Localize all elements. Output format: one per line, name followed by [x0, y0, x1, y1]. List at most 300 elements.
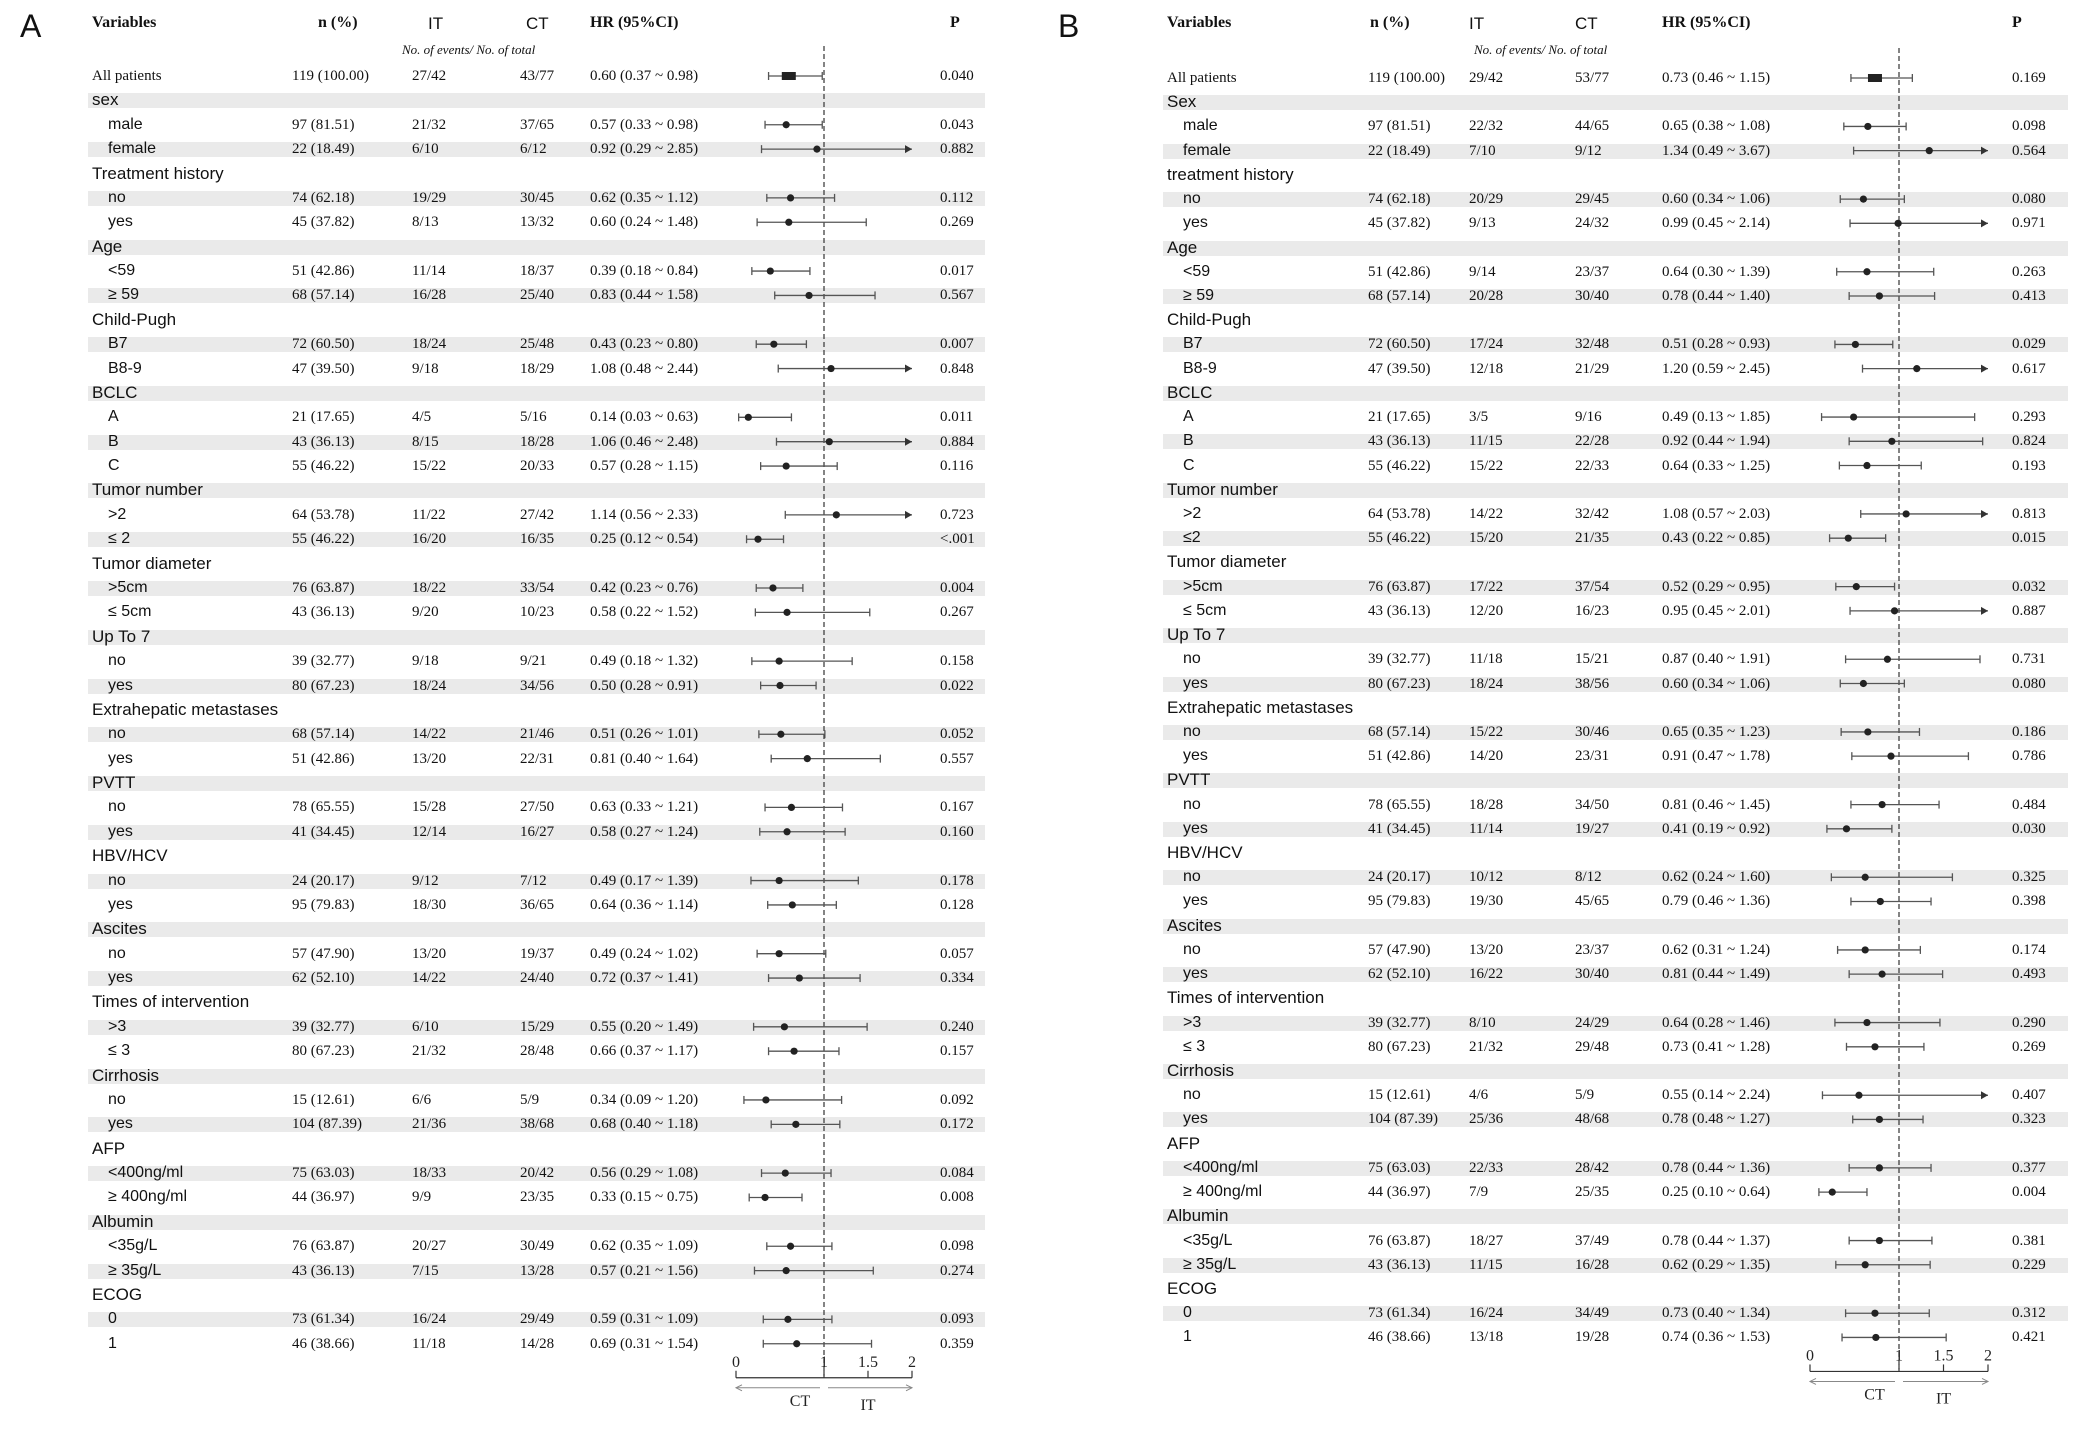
n-value: 51 (42.86) — [292, 750, 355, 767]
it-value: 16/28 — [412, 287, 447, 304]
ci-arrow — [905, 511, 912, 519]
point-estimate — [1876, 292, 1883, 299]
row-label: ≤2 — [1183, 529, 1201, 547]
hr-ci-text: 0.57 (0.28 ~ 1.15) — [590, 458, 699, 475]
row-label: >5cm — [108, 578, 148, 596]
ci-arrow — [905, 365, 912, 373]
n-value: 39 (32.77) — [1368, 1014, 1431, 1031]
it-value: 20/27 — [412, 1238, 447, 1255]
it-value: 13/20 — [412, 945, 447, 962]
it-value: 15/20 — [1469, 530, 1504, 547]
n-value: 55 (46.22) — [1368, 457, 1431, 474]
row-label: yes — [108, 822, 133, 840]
n-value: 43 (36.13) — [292, 604, 355, 621]
it-value: 12/18 — [1469, 360, 1504, 377]
it-value: 18/22 — [412, 579, 447, 596]
point-estimate — [1872, 1334, 1879, 1341]
p-value: 0.167 — [940, 799, 974, 816]
header-ct: CT — [526, 14, 549, 33]
hr-ci-text: 0.49 (0.13 ~ 1.85) — [1662, 409, 1771, 426]
point-estimate — [833, 511, 840, 518]
row-label: ≥ 59 — [1183, 286, 1215, 304]
row-label: ≤ 3 — [1183, 1037, 1206, 1055]
row-label: ≤ 2 — [108, 530, 131, 548]
point-estimate — [761, 1194, 768, 1201]
point-estimate — [1829, 1189, 1836, 1196]
hr-ci-text: 0.87 (0.40 ~ 1.91) — [1662, 651, 1771, 668]
it-value: 7/9 — [1469, 1184, 1489, 1201]
point-estimate — [770, 341, 777, 348]
row-label: C — [108, 457, 120, 475]
group-label: Up To 7 — [1167, 625, 1226, 645]
p-value: 0.052 — [940, 726, 974, 743]
n-value: 57 (47.90) — [292, 945, 355, 962]
ct-value: 23/37 — [1575, 263, 1610, 280]
point-estimate — [787, 1243, 794, 1250]
row-label: yes — [108, 676, 133, 694]
point-estimate — [769, 584, 776, 591]
ct-value: 25/48 — [520, 336, 555, 353]
n-value: 55 (46.22) — [1368, 530, 1431, 547]
p-value: 0.008 — [940, 1189, 974, 1206]
hr-ci-text: 0.73 (0.41 ~ 1.28) — [1662, 1038, 1771, 1055]
hr-ci-text: 0.62 (0.24 ~ 1.60) — [1662, 869, 1771, 886]
n-value: 43 (36.13) — [1368, 602, 1431, 619]
row-label: >5cm — [1183, 577, 1223, 595]
point-estimate — [789, 901, 796, 908]
row-label: no — [1183, 795, 1201, 813]
it-value: 8/15 — [412, 433, 439, 450]
point-estimate — [1862, 1261, 1869, 1268]
point-estimate — [1863, 268, 1870, 275]
it-value: 12/14 — [412, 823, 447, 840]
point-estimate — [783, 1267, 790, 1274]
it-value: 10/12 — [1469, 869, 1504, 886]
hr-ci-text: 0.60 (0.34 ~ 1.06) — [1662, 191, 1771, 208]
it-value: 13/20 — [412, 750, 447, 767]
ci-arrow — [1981, 510, 1988, 518]
hr-ci-text: 0.72 (0.37 ~ 1.41) — [590, 970, 699, 987]
row-label: no — [108, 798, 126, 816]
hr-ci-text: 0.69 (0.31 ~ 1.54) — [590, 1335, 699, 1352]
panel-label: B — [1058, 8, 1080, 44]
row-label: B — [108, 432, 119, 450]
group-label: ECOG — [1167, 1279, 1218, 1298]
point-estimate — [783, 462, 790, 469]
hr-ci-text: 0.64 (0.30 ~ 1.39) — [1662, 263, 1771, 280]
p-value: 0.484 — [2012, 796, 2046, 813]
point-estimate — [1888, 438, 1895, 445]
point-estimate — [1878, 801, 1885, 808]
row-label: <59 — [1183, 262, 1211, 280]
it-value: 13/20 — [1469, 941, 1504, 958]
group-label: Child-Pugh — [92, 309, 177, 329]
row-label: A — [108, 408, 119, 426]
row-label: B8-9 — [1183, 359, 1217, 377]
it-value: 27/42 — [412, 68, 447, 84]
it-value: 18/33 — [412, 1165, 447, 1182]
it-value: 9/13 — [1469, 215, 1496, 232]
it-value: 18/24 — [1469, 675, 1504, 692]
hr-ci-text: 0.78 (0.44 ~ 1.37) — [1662, 1232, 1771, 1249]
it-value: 18/28 — [1469, 796, 1504, 813]
subheader: No. of events/ No. of total — [1474, 42, 1608, 57]
it-value: 15/28 — [412, 799, 447, 816]
p-value: 0.017 — [940, 263, 974, 280]
hr-ci-text: 0.62 (0.31 ~ 1.24) — [1662, 941, 1771, 958]
group-label: Age — [1167, 237, 1198, 257]
it-value: 7/15 — [412, 1262, 439, 1279]
group-label: AFP — [92, 1138, 126, 1158]
it-value: 11/18 — [1469, 651, 1503, 668]
hr-ci-text: 0.74 (0.36 ~ 1.53) — [1662, 1329, 1771, 1346]
ct-value: 34/50 — [1575, 796, 1610, 813]
point-estimate — [1860, 680, 1867, 687]
p-value: 0.229 — [2012, 1256, 2046, 1273]
it-value: 9/18 — [412, 360, 439, 377]
x-tick-label: 0 — [732, 1353, 740, 1371]
ct-value: 44/65 — [1575, 118, 1610, 135]
ct-value: 32/42 — [1575, 505, 1610, 522]
group-label: Tumor diameter — [92, 553, 212, 573]
it-value: 14/22 — [1469, 505, 1504, 522]
n-value: 64 (53.78) — [292, 506, 355, 523]
p-value: 0.786 — [2012, 748, 2046, 765]
it-value: 21/32 — [412, 116, 447, 133]
n-value: 76 (63.87) — [292, 1238, 355, 1255]
ct-value: 30/46 — [1575, 723, 1610, 740]
n-value: 57 (47.90) — [1368, 941, 1431, 958]
point-estimate — [1871, 1310, 1878, 1317]
hr-ci-text: 0.41 (0.19 ~ 0.92) — [1662, 820, 1771, 837]
n-value: 97 (81.51) — [292, 116, 355, 133]
group-label: Tumor number — [1167, 479, 1278, 499]
p-value: 0.290 — [2012, 1014, 2046, 1031]
p-value: 0.312 — [2012, 1305, 2046, 1322]
it-value: 9/14 — [1469, 263, 1496, 280]
n-value: 95 (79.83) — [292, 896, 355, 913]
point-estimate — [784, 1316, 791, 1323]
n-value: 45 (37.82) — [292, 214, 355, 231]
n-value: 64 (53.78) — [1368, 505, 1431, 522]
ct-value: 9/12 — [1575, 142, 1602, 159]
p-value: 0.269 — [2012, 1038, 2046, 1055]
group-label: Treatment history — [92, 163, 224, 183]
row-label: yes — [1183, 819, 1208, 837]
group-label: Tumor diameter — [1167, 552, 1287, 572]
x-tick-label: 1 — [1895, 1347, 1903, 1365]
ct-value: 16/35 — [520, 531, 555, 548]
hr-ci-text: 0.92 (0.44 ~ 1.94) — [1662, 433, 1771, 450]
ct-value: 38/68 — [520, 1116, 555, 1133]
hr-ci-text: 0.92 (0.29 ~ 2.85) — [590, 141, 699, 158]
hr-ci-text: 0.64 (0.28 ~ 1.46) — [1662, 1014, 1771, 1031]
point-estimate — [1903, 510, 1910, 517]
header-variables: Variables — [92, 14, 157, 31]
hr-ci-text: 0.63 (0.33 ~ 1.21) — [590, 799, 699, 816]
ct-value: 14/28 — [520, 1335, 555, 1352]
n-value: 74 (62.18) — [292, 189, 355, 206]
n-value: 39 (32.77) — [1368, 651, 1431, 668]
ct-value: 28/42 — [1575, 1159, 1610, 1176]
p-value: 0.015 — [2012, 530, 2046, 547]
n-value: 43 (36.13) — [1368, 433, 1431, 450]
ct-value: 30/40 — [1575, 287, 1610, 304]
p-value: 0.098 — [940, 1238, 974, 1255]
it-value: 16/22 — [1469, 966, 1504, 983]
p-value: 0.567 — [940, 287, 974, 304]
p-value: 0.325 — [2012, 869, 2046, 886]
p-value: 0.112 — [940, 189, 974, 206]
n-value: 39 (32.77) — [292, 1018, 355, 1035]
group-label: Tumor number — [92, 480, 203, 500]
row-label: male — [108, 115, 143, 133]
point-estimate — [1864, 728, 1871, 735]
row-label: yes — [108, 213, 133, 231]
group-label: Albumin — [92, 1211, 154, 1231]
row-label: female — [1183, 141, 1232, 159]
hr-ci-text: 0.73 (0.40 ~ 1.34) — [1662, 1305, 1771, 1322]
point-estimate — [1855, 1092, 1862, 1099]
it-value: 25/36 — [1469, 1111, 1504, 1128]
ct-value: 23/37 — [1575, 941, 1610, 958]
point-estimate — [1845, 535, 1852, 542]
p-value: 0.186 — [2012, 723, 2046, 740]
ci-arrow — [1981, 607, 1988, 615]
n-value: 68 (57.14) — [1368, 723, 1431, 740]
point-estimate — [785, 219, 792, 226]
group-label: sex — [92, 90, 119, 110]
point-estimate — [754, 536, 761, 543]
row-label: <400ng/ml — [108, 1164, 184, 1182]
it-value: 4/6 — [1469, 1087, 1489, 1104]
ct-value: 9/16 — [1575, 409, 1602, 426]
p-value: 0.004 — [940, 579, 974, 596]
row-label: no — [1183, 1086, 1201, 1104]
hr-ci-text: 0.43 (0.22 ~ 0.85) — [1662, 530, 1771, 547]
ct-value: 20/33 — [520, 458, 555, 475]
p-value: 0.359 — [940, 1335, 974, 1352]
forest-plot — [1038, 0, 2076, 1431]
point-estimate — [767, 267, 774, 274]
x-tick-label: 2 — [1984, 1347, 1992, 1365]
it-value: 20/28 — [1469, 287, 1504, 304]
n-value: 119 (100.00) — [1368, 70, 1445, 86]
ct-value: 27/50 — [520, 799, 555, 816]
n-value: 76 (63.87) — [1368, 1232, 1431, 1249]
p-value: 0.030 — [2012, 820, 2046, 837]
n-value: 41 (34.45) — [292, 823, 355, 840]
it-value: 11/22 — [412, 506, 446, 523]
ct-value: 10/23 — [520, 604, 555, 621]
n-value: 41 (34.45) — [1368, 820, 1431, 837]
panel-label: A — [20, 8, 42, 44]
point-estimate — [762, 1096, 769, 1103]
p-value: 0.157 — [940, 1043, 974, 1060]
group-label: Child-Pugh — [1167, 310, 1252, 330]
hr-ci-text: 0.51 (0.26 ~ 1.01) — [590, 726, 699, 743]
it-value: 14/22 — [412, 726, 447, 743]
point-estimate — [1863, 1019, 1870, 1026]
hr-ci-text: 0.79 (0.46 ~ 1.36) — [1662, 893, 1771, 910]
n-value: 43 (36.13) — [1368, 1256, 1431, 1273]
n-value: 44 (36.97) — [292, 1189, 355, 1206]
hr-ci-text: 0.50 (0.28 ~ 0.91) — [590, 677, 699, 694]
p-value: 0.263 — [2012, 263, 2046, 280]
it-value: 4/5 — [412, 409, 432, 426]
axis-right-label: IT — [1935, 1390, 1952, 1408]
n-value: 43 (36.13) — [292, 1262, 355, 1279]
row-label: no — [108, 871, 126, 889]
point-estimate — [804, 755, 811, 762]
hr-ci-text: 0.33 (0.15 ~ 0.75) — [590, 1189, 699, 1206]
it-value: 20/29 — [1469, 191, 1504, 208]
p-value: 0.274 — [940, 1262, 974, 1279]
point-estimate — [782, 1170, 789, 1177]
hr-ci-text: 0.81 (0.40 ~ 1.64) — [590, 750, 699, 767]
ct-value: 33/54 — [520, 579, 555, 596]
it-value: 18/30 — [412, 896, 447, 913]
p-value: 0.158 — [940, 653, 974, 670]
it-value: 19/30 — [1469, 893, 1504, 910]
row-label: B7 — [108, 335, 128, 353]
p-value: 0.080 — [2012, 191, 2046, 208]
point-estimate — [781, 1023, 788, 1030]
it-value: 16/24 — [1469, 1305, 1504, 1322]
n-value: 15 (12.61) — [292, 1091, 355, 1108]
ct-value: 18/37 — [520, 263, 555, 280]
p-value: 0.193 — [2012, 457, 2046, 474]
row-label: All patients — [1167, 70, 1237, 86]
row-label: no — [108, 944, 126, 962]
n-value: 73 (61.34) — [292, 1311, 355, 1328]
row-label: yes — [108, 1115, 133, 1133]
hr-ci-text: 1.08 (0.57 ~ 2.03) — [1662, 505, 1771, 522]
it-value: 22/33 — [1469, 1159, 1504, 1176]
p-value: 0.824 — [2012, 433, 2046, 450]
hr-ci-text: 0.78 (0.44 ~ 1.40) — [1662, 287, 1771, 304]
hr-ci-text: 0.62 (0.35 ~ 1.09) — [590, 1238, 699, 1255]
it-value: 22/32 — [1469, 118, 1504, 135]
hr-ci-text: 0.60 (0.37 ~ 0.98) — [590, 68, 699, 84]
p-value: 0.092 — [940, 1091, 974, 1108]
ct-value: 19/28 — [1575, 1329, 1610, 1346]
n-value: 68 (57.14) — [292, 287, 355, 304]
p-value: 0.011 — [940, 409, 974, 426]
group-label: treatment history — [1167, 164, 1294, 184]
hr-ci-text: 0.25 (0.12 ~ 0.54) — [590, 531, 699, 548]
n-value: 43 (36.13) — [292, 433, 355, 450]
hr-ci-text: 1.34 (0.49 ~ 3.67) — [1662, 142, 1771, 159]
p-value: 0.240 — [940, 1018, 974, 1035]
ct-value: 15/29 — [520, 1018, 555, 1035]
n-value: 80 (67.23) — [292, 677, 355, 694]
it-value: 9/9 — [412, 1189, 432, 1206]
group-label: Up To 7 — [92, 626, 151, 646]
point-estimate — [1926, 147, 1933, 154]
it-value: 3/5 — [1469, 409, 1489, 426]
row-label: no — [108, 188, 126, 206]
it-value: 12/20 — [1469, 602, 1504, 619]
group-label: Ascites — [1167, 915, 1222, 935]
hr-ci-text: 0.81 (0.44 ~ 1.49) — [1662, 966, 1771, 983]
hr-ci-text: 0.91 (0.47 ~ 1.78) — [1662, 748, 1771, 765]
n-value: 73 (61.34) — [1368, 1305, 1431, 1322]
row-label: ≥ 400ng/ml — [1183, 1183, 1263, 1201]
row-label: 1 — [108, 1334, 117, 1352]
ct-value: 37/54 — [1575, 578, 1610, 595]
hr-ci-text: 0.34 (0.09 ~ 1.20) — [590, 1091, 699, 1108]
ct-value: 8/12 — [1575, 869, 1602, 886]
row-label: ≥ 35g/L — [1183, 1255, 1237, 1273]
point-estimate — [792, 1121, 799, 1128]
it-value: 29/42 — [1469, 70, 1504, 86]
it-value: 18/24 — [412, 677, 447, 694]
p-value: 0.022 — [940, 677, 974, 694]
header-it: IT — [1469, 14, 1485, 33]
p-value: 0.323 — [2012, 1111, 2046, 1128]
hr-ci-text: 0.64 (0.33 ~ 1.25) — [1662, 457, 1771, 474]
point-estimate — [776, 658, 783, 665]
it-value: 17/24 — [1469, 336, 1504, 353]
ct-value: 22/33 — [1575, 457, 1610, 474]
hr-ci-text: 0.65 (0.38 ~ 1.08) — [1662, 118, 1771, 135]
ct-value: 30/40 — [1575, 966, 1610, 983]
hr-ci-text: 0.59 (0.31 ~ 1.09) — [590, 1311, 699, 1328]
n-value: 51 (42.86) — [1368, 263, 1431, 280]
point-estimate — [787, 194, 794, 201]
point-estimate — [782, 72, 796, 80]
ct-value: 7/12 — [520, 872, 547, 889]
point-estimate — [1871, 1043, 1878, 1050]
n-value: 76 (63.87) — [1368, 578, 1431, 595]
n-value: 24 (20.17) — [292, 872, 355, 889]
row-label: All patients — [92, 68, 162, 84]
n-value: 45 (37.82) — [1368, 215, 1431, 232]
p-value: 0.884 — [940, 433, 974, 450]
hr-ci-text: 0.64 (0.36 ~ 1.14) — [590, 896, 699, 913]
point-estimate — [805, 292, 812, 299]
it-value: 8/10 — [1469, 1014, 1496, 1031]
group-label: HBV/HCV — [1167, 843, 1243, 863]
ci-arrow — [1981, 365, 1988, 373]
ct-value: 18/28 — [520, 433, 555, 450]
p-value: 0.421 — [2012, 1329, 2046, 1346]
row-label: <59 — [108, 262, 136, 280]
it-value: 6/10 — [412, 1018, 439, 1035]
point-estimate — [788, 804, 795, 811]
header-n: n (%) — [1370, 14, 1410, 31]
p-value: 0.293 — [2012, 409, 2046, 426]
hr-ci-text: 0.57 (0.21 ~ 1.56) — [590, 1262, 699, 1279]
group-label: BCLC — [92, 382, 138, 402]
it-value: 9/18 — [412, 653, 439, 670]
row-label: yes — [1183, 965, 1208, 983]
ct-value: 32/48 — [1575, 336, 1610, 353]
hr-ci-text: 0.95 (0.45 ~ 2.01) — [1662, 602, 1771, 619]
it-value: 15/22 — [412, 458, 447, 475]
it-value: 11/15 — [1469, 433, 1503, 450]
point-estimate — [1843, 825, 1850, 832]
row-label: ≥ 59 — [108, 286, 140, 304]
header-p: P — [2012, 14, 2022, 31]
n-value: 44 (36.97) — [1368, 1184, 1431, 1201]
group-label: AFP — [1167, 1133, 1201, 1153]
header-ct: CT — [1575, 14, 1598, 33]
point-estimate — [1863, 462, 1870, 469]
n-value: 62 (52.10) — [292, 970, 355, 987]
n-value: 68 (57.14) — [292, 726, 355, 743]
